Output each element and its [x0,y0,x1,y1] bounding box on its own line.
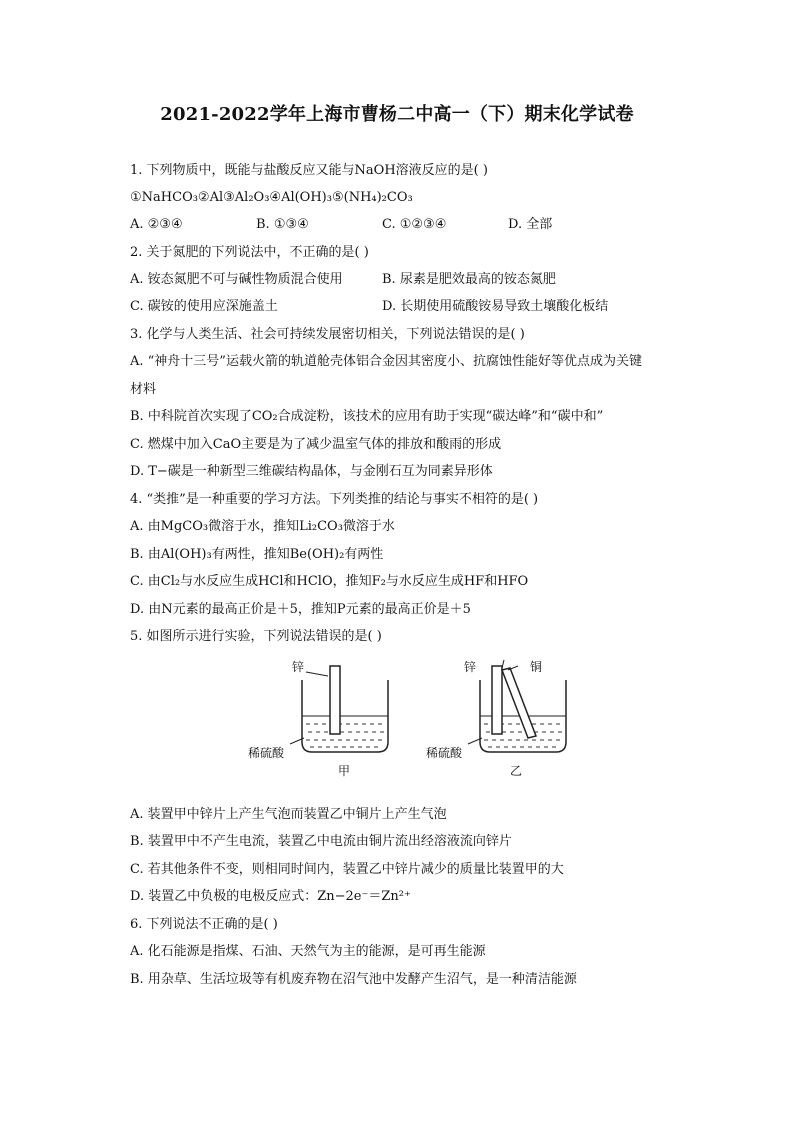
q4-option-b: B. 由Al(OH)₃有两性，推知Be(OH)₂有两性 [130,547,384,562]
q4-option-d: D. 由N元素的最高正价是＋5，推知P元素的最高正价是＋5 [130,602,471,617]
q4-option-a: A. 由MgCO₃微溶于水，推知Li₂CO₃微溶于水 [130,519,395,534]
page-title: 2021-2022学年上海市曹杨二中高一（下）期末化学试卷 [160,104,634,125]
zinc-strip-left [330,666,340,734]
zinc-strip-right [492,666,502,734]
q3-option-a-line1: A. “神舟十三号”运载火箭的轨道舱壳体铝合金因其密度小、抗腐蚀性能好等优点成为关键 [130,354,642,369]
q6-option-b: B. 用杂草、生活垃圾等有机废弃物在沼气池中发酵产生沼气，是一种清洁能源 [130,972,577,987]
q4-option-c: C. 由Cl₂与水反应生成HCl和HClO，推知F₂与水反应生成HF和HFO [130,574,529,589]
q2-option-d: D. 长期使用硫酸铵易导致土壤酸化板结 [382,299,609,314]
question-1-items: ①NaHCO₃②Al③Al₂O₃④Al(OH)₃⑤(NH₄)₂CO₃ [130,190,413,205]
q2-option-a: A. 铵态氮肥不可与碱性物质混合使用 [130,272,343,287]
beaker-left [290,666,388,752]
label-copper-right: 铜 [530,660,543,674]
q1-option-b: B. ①③④ [256,217,309,232]
label-zinc-right: 锌 [464,660,477,674]
q3-option-d: D. T−碳是一种新型三维碳结构晶体，与金刚石互为同素异形体 [130,464,493,479]
q3-option-a-line2: 材料 [130,382,157,397]
q2-option-c: C. 碳铵的使用应深施盖土 [130,299,278,314]
q3-option-b: B. 中科院首次实现了CO₂合成淀粉，该技术的应用有助于实现“碳达峰”和“碳中和” [130,409,604,424]
q5-option-b: B. 装置甲中不产生电流，装置乙中电流由铜片流出经溶液流向锌片 [130,834,512,849]
q1-option-c: C. ①②③④ [382,217,447,232]
question-5-stem: 5. 如图所示进行实验，下列说法错误的是( ) [130,629,382,644]
beaker-right [468,660,566,752]
experiment-figure [240,652,570,782]
question-3-stem: 3. 化学与人类生活、社会可持续发展密切相关，下列说法错误的是( ) [130,327,525,342]
label-yi: 乙 [510,764,523,778]
q5-option-a: A. 装置甲中锌片上产生气泡而装置乙中铜片上产生气泡 [130,807,447,822]
q3-option-c: C. 燃煤中加入CaO主要是为了减少温室气体的排放和酸雨的形成 [130,437,502,452]
q2-option-b: B. 尿素是肥效最高的铵态氮肥 [382,272,556,287]
question-1-stem: 1. 下列物质中，既能与盐酸反应又能与NaOH溶液反应的是( ) [130,163,488,178]
question-2-stem: 2. 关于氮肥的下列说法中，不正确的是( ) [130,245,369,260]
question-4-stem: 4. “类推”是一种重要的学习方法。下列类推的结论与事实不相符的是( ) [130,492,539,507]
label-zinc-left: 锌 [292,660,305,674]
q1-option-d: D. 全部 [508,217,553,232]
q6-option-a: A. 化石能源是指煤、石油、天然气为主的能源，是可再生能源 [130,944,486,959]
question-6-stem: 6. 下列说法不正确的是( ) [130,917,278,932]
q1-option-a: A. ②③④ [130,217,183,232]
q5-option-c: C. 若其他条件不变，则相同时间内，装置乙中锌片减少的质量比装置甲的大 [130,862,564,877]
copper-strip-right [502,668,536,738]
label-jia: 甲 [338,764,351,778]
q5-option-d: D. 装置乙中负极的电极反应式：Zn−2e⁻＝Zn²⁺ [130,889,411,904]
label-acid-right: 稀硫酸 [426,746,463,760]
label-acid-left: 稀硫酸 [248,746,285,760]
